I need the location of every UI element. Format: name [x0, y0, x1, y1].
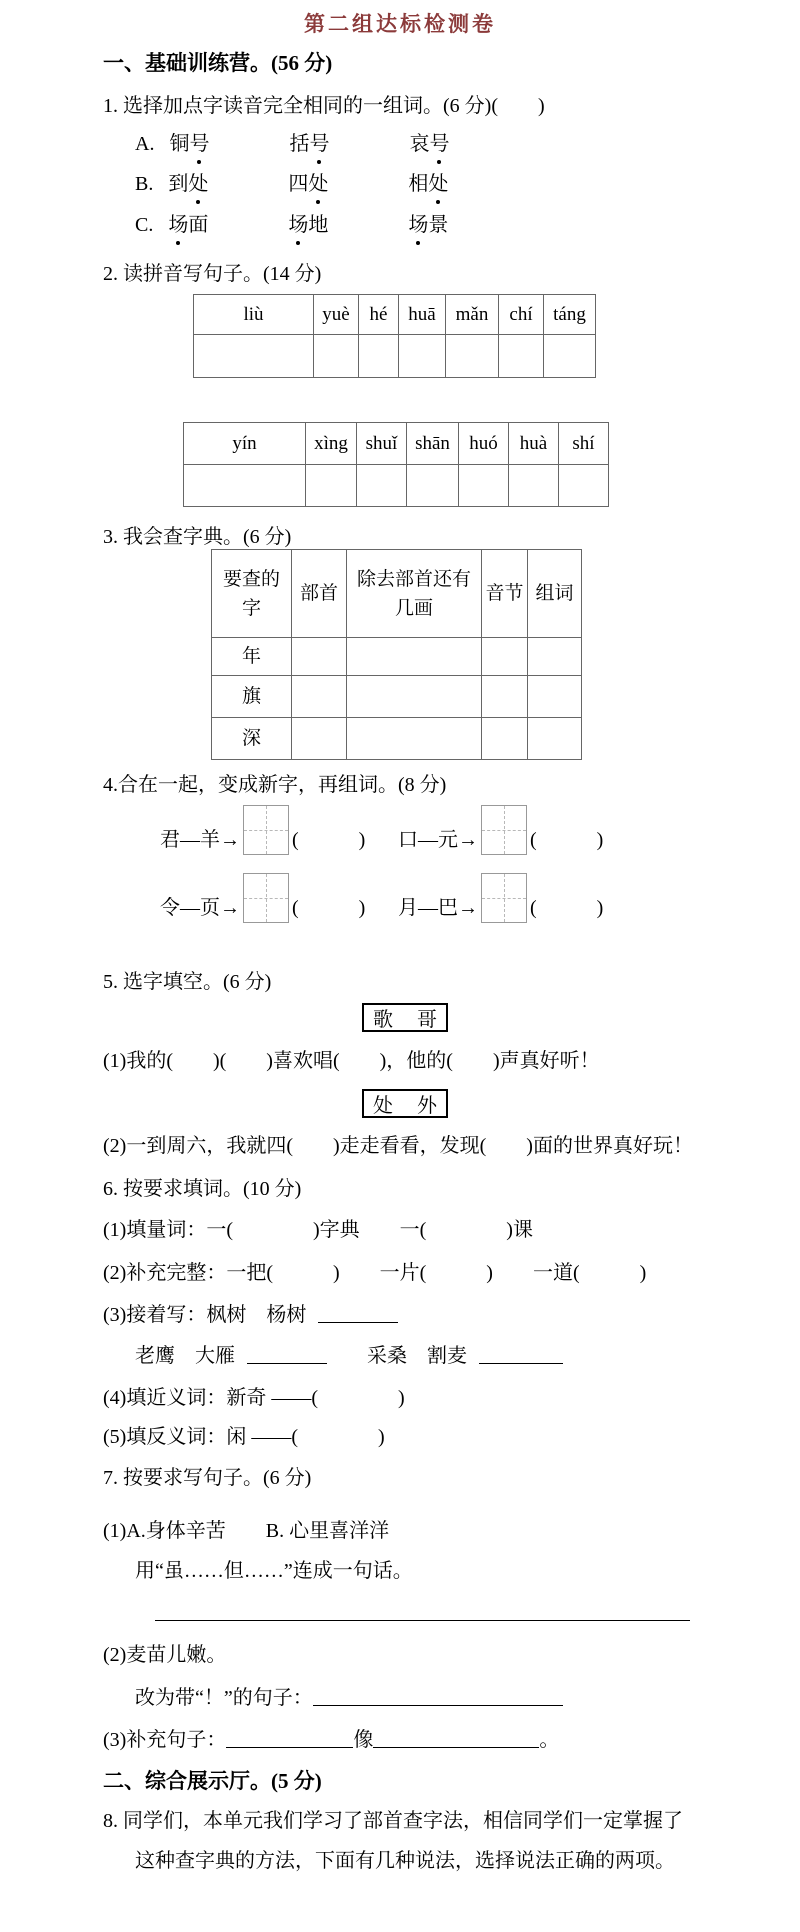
- dictionary-table: [211, 549, 582, 760]
- q2-stem: 2. 读拼音写句子。(14 分): [103, 263, 322, 285]
- header-line: 部首: [299, 583, 338, 604]
- char-plain: 相: [408, 173, 429, 195]
- q6-line-2: (2)补充完整：一把( ) 一片( ) 一道( ): [103, 1262, 647, 1284]
- q6-line-4a-text: 老鹰 大雁: [135, 1345, 235, 1367]
- answer-cell: [399, 335, 446, 378]
- char-plain: 四: [288, 173, 309, 195]
- blank-line: [318, 1322, 398, 1323]
- q5-stem: 5. 选字填空。(6 分): [103, 971, 272, 993]
- q7-stem: 7. 按要求写句子。(6 分): [103, 1467, 312, 1489]
- dict-header-row: [212, 550, 582, 638]
- dict-header-cell: [528, 550, 582, 638]
- pinyin-header-row: [194, 295, 596, 335]
- dict-char-cell: 年: [212, 638, 292, 676]
- answer-cell: [194, 335, 314, 378]
- answer-cell: [306, 465, 357, 507]
- pinyin-cell: shí: [559, 423, 609, 465]
- char-dotted: 号: [309, 133, 330, 155]
- q7-sentence-2b: [135, 1685, 563, 1711]
- blank-line: [313, 1705, 563, 1706]
- option-word: [168, 171, 208, 197]
- pinyin-header-row: [184, 423, 609, 465]
- q4-item: [398, 871, 603, 923]
- char-plain: 括: [289, 133, 310, 155]
- header-line: 几画: [394, 597, 433, 619]
- q4-item: [160, 803, 365, 855]
- q1-option-b: [135, 171, 523, 197]
- pinyin-answer-row: [184, 465, 609, 507]
- answer-cell: [357, 465, 407, 507]
- pinyin-table-1: [193, 294, 596, 378]
- answer-cell: [446, 335, 499, 378]
- q5-sentence-2: (2)一到周六，我就四( )走走看看，发现( )面的世界真好玩！: [103, 1135, 693, 1157]
- formula-text: 月—巴→: [398, 897, 478, 919]
- pinyin-answer-row: [194, 335, 596, 378]
- dict-header-cell: [347, 550, 482, 638]
- q6-line-4: [135, 1343, 563, 1369]
- pinyin-cell: yuè: [314, 295, 359, 335]
- option-word: [168, 212, 208, 238]
- q6-line-1: (1)填量词：一( )字典 一( )课: [103, 1219, 533, 1241]
- section2-heading: 二、综合展示厅。(5 分): [103, 1769, 322, 1793]
- blank-line: [373, 1747, 539, 1748]
- answer-cell: [459, 465, 509, 507]
- char-dotted: 号: [189, 133, 210, 155]
- option-word: [288, 212, 328, 238]
- q7-sentence-1b: 用“虽……但……”连成一句话。: [135, 1560, 413, 1582]
- blank-parens: ( ): [530, 829, 604, 851]
- tianzige-hline: [482, 898, 526, 899]
- header-line: 组词: [535, 583, 574, 604]
- pinyin-cell: hé: [359, 295, 399, 335]
- dict-row: [212, 676, 582, 718]
- char-dotted: 场: [288, 214, 309, 236]
- answer-cell: [359, 335, 399, 378]
- q1-stem: 1. 选择加点字读音完全相同的一组词。(6 分)( ): [103, 95, 545, 117]
- dict-row: [212, 638, 582, 676]
- q8-line-2: 这种查字典的方法，下面有几种说法，选择说法正确的两项。: [135, 1850, 675, 1872]
- q7-sentence-3a-text: (3)补充句子：: [103, 1729, 227, 1751]
- answer-cell: [528, 718, 582, 760]
- option-word: [169, 131, 209, 157]
- tianzige-box: [481, 805, 527, 855]
- blank-parens: ( ): [292, 829, 366, 851]
- option-word: [289, 131, 329, 157]
- q6-line-5: (4)填近义词：新奇 ——( ): [103, 1387, 405, 1409]
- char-dotted: 处: [428, 173, 449, 195]
- answer-cell: [292, 638, 347, 676]
- q6-line-6: (5)填反义词：闲 ——( ): [103, 1426, 385, 1448]
- q6-line-3: [103, 1302, 398, 1328]
- formula-text: 君—羊→: [160, 829, 240, 851]
- q3-stem: 3. 我会查字典。(6 分): [103, 526, 292, 548]
- char-dotted: 场: [408, 214, 429, 236]
- answer-line: [155, 1620, 690, 1621]
- q4-item: [160, 871, 365, 923]
- pinyin-cell: shān: [407, 423, 459, 465]
- option-word: [288, 171, 328, 197]
- tianzige-hline: [244, 898, 288, 899]
- dict-char-cell: 旗: [212, 676, 292, 718]
- char-plain: 哀: [409, 133, 430, 155]
- answer-cell: [292, 718, 347, 760]
- q8-line-1: 8. 同学们，本单元我们学习了部首查字法，相信同学们一定掌握了: [103, 1810, 683, 1832]
- option-label: B.: [135, 173, 154, 195]
- blank-parens: ( ): [292, 897, 366, 919]
- bank-char: 歌: [373, 1009, 393, 1031]
- q5-sentence-1: (1)我的( )( )喜欢唱( )，他的( )声真好听！: [103, 1050, 600, 1072]
- bank-char: 处: [373, 1095, 393, 1117]
- answer-cell: [347, 718, 482, 760]
- answer-cell: [509, 465, 559, 507]
- pinyin-table-2: [183, 422, 609, 507]
- blank-parens: ( ): [530, 897, 604, 919]
- q7-sentence-2b-text: 改为带“！”的句子：: [135, 1687, 313, 1709]
- dict-header-cell: [212, 550, 292, 638]
- q7-sentence-3: [103, 1727, 559, 1753]
- tianzige-hline: [482, 830, 526, 831]
- section1-heading: 一、基础训练营。(56 分): [103, 51, 333, 75]
- char-dotted: 处: [308, 173, 329, 195]
- tianzige-box: [481, 873, 527, 923]
- q6-line-4b-text: 采桑 割麦: [367, 1345, 467, 1367]
- answer-cell: [184, 465, 306, 507]
- pinyin-cell: huó: [459, 423, 509, 465]
- word-bank-1: [362, 1003, 448, 1032]
- header-line: 要查的: [222, 568, 280, 590]
- option-label: A.: [135, 133, 155, 155]
- char-dotted: 场: [168, 214, 189, 236]
- pinyin-cell: táng: [544, 295, 596, 335]
- answer-cell: [482, 676, 528, 718]
- pinyin-cell: chí: [499, 295, 544, 335]
- char-dotted: 处: [188, 173, 209, 195]
- bank-char: 外: [417, 1095, 437, 1117]
- char-plain: 铜: [169, 133, 190, 155]
- answer-cell: [407, 465, 459, 507]
- page-title: 第二组达标检测卷: [304, 12, 496, 36]
- char-dotted: 号: [429, 133, 450, 155]
- header-line: 除去部首还有: [356, 568, 471, 590]
- q6-line-3-text: (3)接着写：枫树 杨树: [103, 1304, 307, 1326]
- q6-stem: 6. 按要求填词。(10 分): [103, 1178, 302, 1200]
- char-plain: 面: [188, 214, 209, 236]
- dict-header-cell: [482, 550, 528, 638]
- word-bank-2: [362, 1089, 448, 1118]
- option-label: C.: [135, 214, 154, 236]
- q4-item: [398, 803, 603, 855]
- blank-line: [247, 1363, 327, 1364]
- answer-cell: [347, 676, 482, 718]
- option-word: [409, 131, 449, 157]
- char-plain: 景: [428, 214, 449, 236]
- pinyin-cell: liù: [194, 295, 314, 335]
- answer-cell: [314, 335, 359, 378]
- header-line: 字: [241, 597, 261, 619]
- char-plain: 到: [168, 173, 189, 195]
- answer-cell: [482, 718, 528, 760]
- formula-text: 口—元→: [398, 829, 478, 851]
- q7-sentence-2a: (2)麦苗儿嫩。: [103, 1644, 227, 1666]
- answer-cell: [292, 676, 347, 718]
- answer-cell: [347, 638, 482, 676]
- pinyin-cell: huā: [399, 295, 446, 335]
- char-plain: 地: [308, 214, 329, 236]
- pinyin-cell: mǎn: [446, 295, 499, 335]
- option-word: [408, 171, 448, 197]
- dict-header-cell: [292, 550, 347, 638]
- tianzige-box: [243, 873, 289, 923]
- pinyin-cell: shuǐ: [357, 423, 407, 465]
- blank-line: [226, 1747, 353, 1748]
- formula-text: 令—页→: [160, 897, 240, 919]
- answer-cell: [544, 335, 596, 378]
- header-line: 音节: [485, 583, 524, 604]
- tianzige-hline: [244, 830, 288, 831]
- q4-stem: 4.合在一起，变成新字，再组词。(8 分): [103, 774, 447, 796]
- bank-char: 哥: [417, 1009, 437, 1031]
- q7-sentence-3b-text: 像: [353, 1729, 374, 1751]
- answer-cell: [528, 638, 582, 676]
- blank-line: [479, 1363, 563, 1364]
- answer-cell: [528, 676, 582, 718]
- q1-option-c: [135, 212, 523, 238]
- answer-cell: [499, 335, 544, 378]
- tianzige-box: [243, 805, 289, 855]
- q7-sentence-3c-text: 。: [539, 1729, 560, 1751]
- q7-sentence-1a: (1)A.身体辛苦 B. 心里喜洋洋: [103, 1520, 390, 1542]
- answer-cell: [482, 638, 528, 676]
- dict-char-cell: 深: [212, 718, 292, 760]
- answer-cell: [559, 465, 609, 507]
- q1-option-a: [135, 131, 524, 157]
- pinyin-cell: huà: [509, 423, 559, 465]
- pinyin-cell: yín: [184, 423, 306, 465]
- pinyin-cell: xìng: [306, 423, 357, 465]
- option-word: [408, 212, 448, 238]
- dict-row: [212, 718, 582, 760]
